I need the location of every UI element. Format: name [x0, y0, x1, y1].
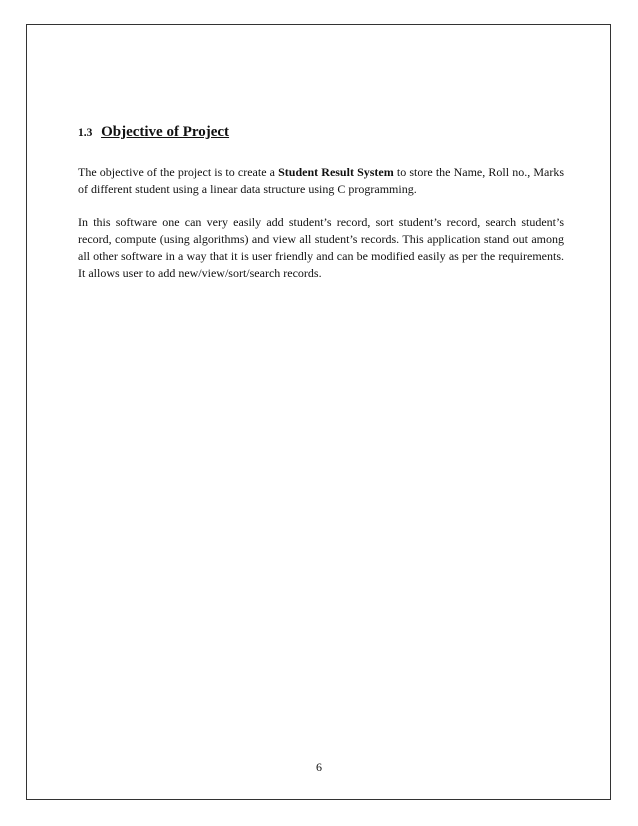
objective-paragraph: [78, 164, 564, 198]
objective-text-start: The objective of the project is to create a: [78, 165, 279, 179]
features-paragraph: In this software one can very easily add student’s record, sort student’s record, search student’s record, compute (using algorithms) and view all student’s records. This application stand out among all other software in a way that it is user friendly and can be modified easily as per the requirements. It allows user to add new/view/sort/search records.: [78, 215, 564, 280]
document-body: [78, 118, 564, 298]
system-name: Student Result System: [278, 165, 394, 179]
objective-text-end: to store the Name, Roll no., Marks of different student using a linear data structure using C programming.: [78, 165, 564, 196]
section-heading: [78, 118, 564, 146]
page-number: 6: [316, 760, 322, 774]
section-number: 1.3: [78, 127, 93, 139]
section-title: Objective of Project: [101, 124, 230, 140]
